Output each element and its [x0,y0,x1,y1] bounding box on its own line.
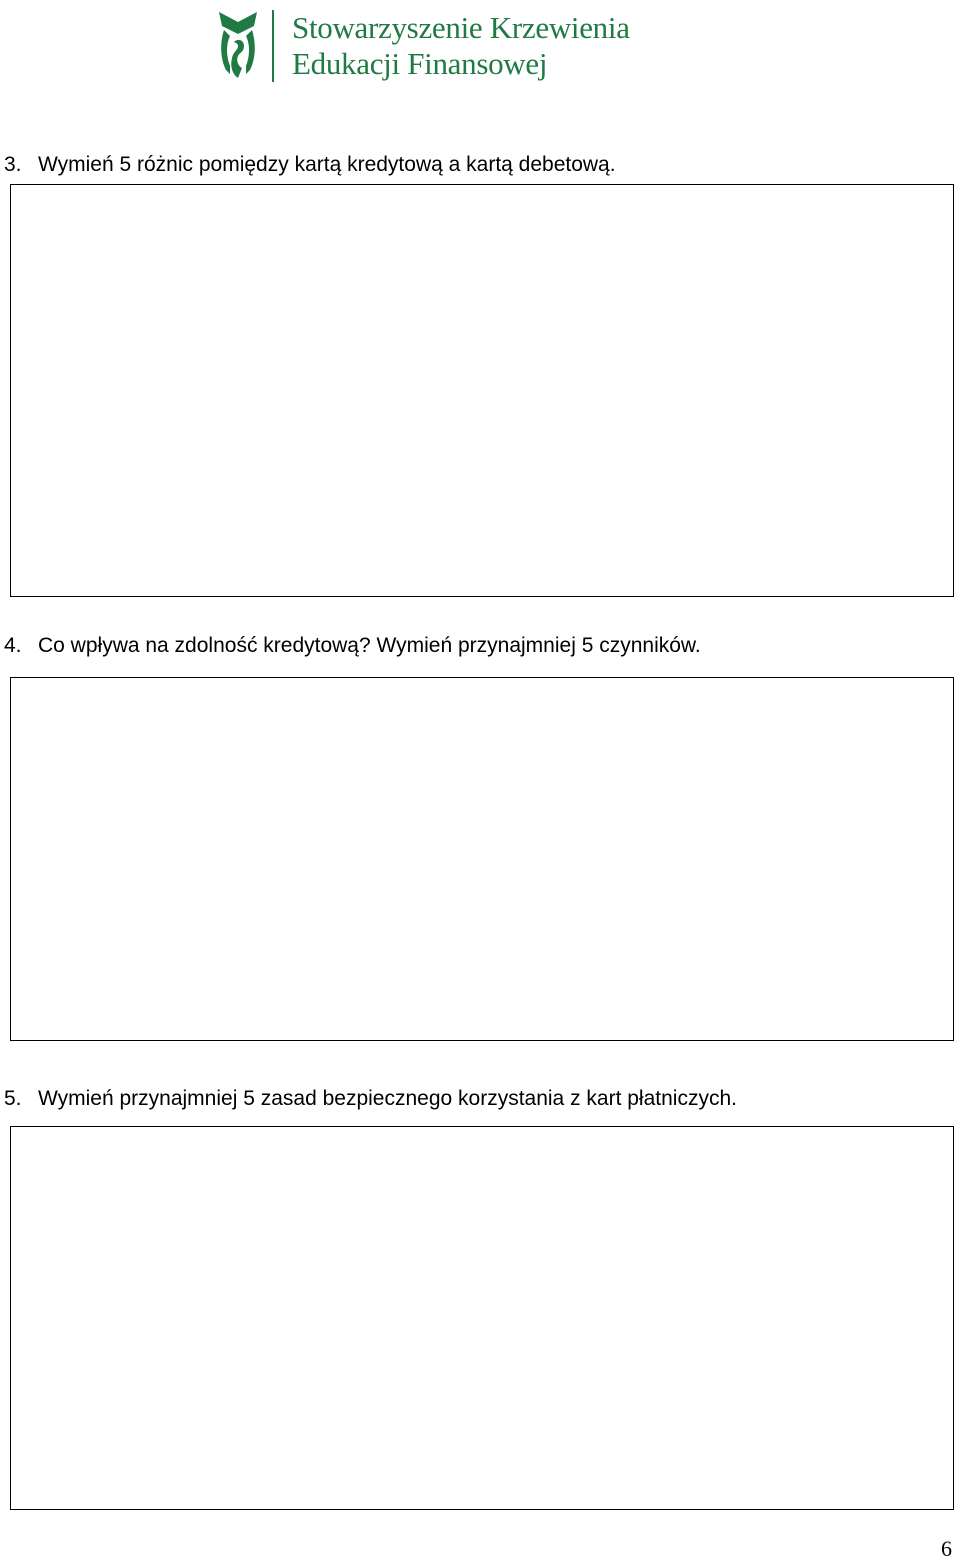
question-5 [4,1086,737,1112]
question-3 [4,152,616,178]
question-text: Co wpływa na zdolność kredytową? Wymień przynajmniej 5 czynników. [38,634,701,657]
question-number: 5. [4,1087,22,1110]
logo-text [292,10,630,82]
question-text: Wymień przynajmniej 5 zasad bezpiecznego korzystania z kart płatniczych. [38,1087,737,1110]
page-number: 6 [941,1536,952,1561]
question-number: 4. [4,634,22,657]
question-text: Wymień 5 różnic pomiędzy kartą kredytową a kartą debetową. [38,153,616,176]
organization-logo [216,8,676,86]
answer-box-3[interactable] [10,184,954,597]
logo-line-1: Stowarzyszenie Krzewienia [292,10,630,45]
logo-line-2: Edukacji Finansowej [292,46,548,81]
question-number: 3. [4,153,22,176]
answer-box-5[interactable] [10,1126,954,1510]
logo-divider [272,10,274,82]
answer-box-4[interactable] [10,677,954,1041]
owl-logo-icon [216,8,260,80]
question-4 [4,633,701,659]
